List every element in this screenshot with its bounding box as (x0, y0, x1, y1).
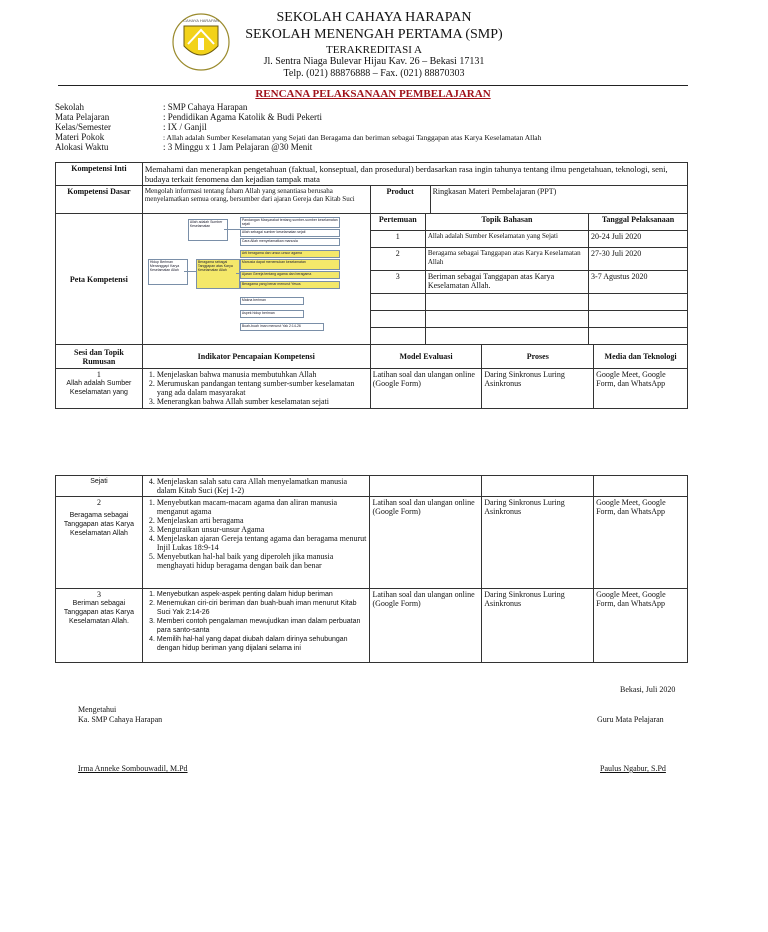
col-header-indicator: Indikator Pencapaian Kompetensi (142, 345, 370, 369)
identity-row: Alokasi Waktu : 3 Minggu x 1 Jam Pelajaran @30 Menit (55, 142, 313, 152)
session-cell: 3 Beriman sebagai Tanggapan atas Karya Keselamatan Allah. (56, 589, 143, 663)
map-node: Makna beriman (240, 297, 304, 305)
col-header-process: Proses (482, 345, 594, 369)
competency-map (142, 214, 370, 345)
logo-text: CAHAYA HARAPAN (183, 18, 219, 23)
rpp-table (55, 162, 688, 409)
map-node: Ajaran Gereja tentang agama dan beragama (240, 271, 340, 279)
process-cell: Daring Sinkronus Luring Asinkronus (482, 497, 594, 589)
process-cell (482, 476, 594, 497)
media-cell: Google Meet, Google Form, dan WhatsApp (594, 369, 688, 409)
head-title: Ka. SMP Cahaya Harapan (78, 715, 163, 724)
indicator-item: 3. Memberi contoh pengalaman mewujudkan iman dalam perbuatan para santo-santa (157, 617, 368, 635)
document-title: RENCANA PELAKSANAAN PEMBELAJARAN (255, 88, 491, 100)
approval-label: Mengetahui (78, 705, 117, 714)
teacher-name: Paulus Ngabur, S.Pd (600, 764, 666, 773)
indicator-item: 1. Menyebutkan aspek-aspek penting dalam hidup beriman (157, 590, 368, 599)
schedule-cell: 3 (371, 271, 426, 294)
product-text: Ringkasan Materi Pembelajaran (PPT) (430, 186, 687, 214)
school-logo (170, 12, 232, 72)
indicator-item: 1. Menjelaskan bahwa manusia membutuhkan Allah (157, 370, 368, 379)
school-name: SEKOLAH CAHAYA HARAPAN (276, 10, 472, 25)
school-phone: Telp. (021) 88876888 – Fax. (021) 88870303 (283, 68, 465, 79)
indicator-item: 3. Menerangkan bahwa Allah sumber keselamatan sejati (157, 397, 368, 406)
schedule-cell (589, 294, 687, 311)
place-date: Bekasi, Juli 2020 (620, 685, 676, 694)
schedule-cell (371, 294, 426, 311)
map-node: Buah-buah iman menurut Yak 2:14-26 (240, 323, 324, 331)
schedule-cell: 27-30 Juli 2020 (589, 248, 687, 271)
schedule-cell (425, 294, 588, 311)
process-cell: Daring Sinkronus Luring Asinkronus (482, 589, 594, 663)
competency-map-diagram (144, 215, 340, 337)
map-node: Pandangan Masyarakat tentang sumber-sumber keselamatan sejati (240, 217, 340, 228)
product-label: Product (370, 186, 430, 214)
indicator-item: 4. Menjelaskan ajaran Gereja tentang agama dan beragama menurut Injil Lukas 18:9-14 (157, 534, 368, 552)
indicator-item: 1. Menyebutkan macam-macam agama dan aliran manusia menganut agama (157, 498, 368, 516)
kd-text: Mengolah informasi tentang faham Allah yang senantiasa berusaha menyelamatkan semua orang, bersumber dari ajaran Gereja dan Kitab Suci (142, 186, 370, 214)
accreditation: TERAKREDITASI A (326, 44, 422, 56)
map-node: Manusia dapat menemukan keselamatan (240, 259, 340, 270)
map-node: Beragama yang benar menurut Yesus (240, 281, 340, 289)
schedule-cell: Allah adalah Sumber Keselamatan yang Sejati (425, 231, 588, 248)
schedule-table (371, 214, 687, 344)
rpp-table-continued (55, 475, 688, 663)
school-address: Jl. Sentra Niaga Bulevar Hijau Kav. 26 – Bekasi 17131 (263, 56, 485, 67)
map-node: Beragama sebagai Tanggapan atas Karya Keselamatan Allah (196, 259, 240, 289)
schedule-header: Topik Bahasan (425, 214, 588, 231)
identity-row: Kelas/Semester : IX / Ganjil (55, 122, 207, 132)
indicator-item: 4. Memilih hal-hal yang dapat diubah dalam dirinya sehubungan dengan hidup beriman yang dijalani selama ini (157, 635, 368, 653)
eval-cell: Latihan soal dan ulangan online (Google Form) (370, 369, 482, 409)
media-cell: Google Meet, Google Form, dan WhatsApp (594, 589, 688, 663)
map-node: Cara Allah menyelamatkan manusia (240, 238, 340, 246)
session-cell: Sejati (56, 476, 143, 497)
col-header-session: Sesi dan Topik Rumusan (56, 345, 143, 369)
indicator-item: 4. Menjelaskan salah satu cara Allah menyelamatkan manusia dalam Kitab Suci (Kej 1-2) (157, 477, 368, 495)
indicator-item: 5. Menyebutkan hal-hal baik yang diperoleh jika manusia menghayati hidup beragama dengan baik dan benar (157, 552, 368, 570)
ki-text: Memahami dan menerapkan pengetahuan (faktual, konseptual, dan prosedural) berdasarkan rasa ingin tahunya tentang ilmu pengetahuan, teknologi, seni, budaya terkait fenomena dan kejadian tampak mata (142, 163, 687, 186)
school-level: SEKOLAH MENENGAH PERTAMA (SMP) (245, 27, 503, 42)
map-node: Allah adalah Sumber Keselamatan (188, 219, 228, 241)
schedule-cell: 1 (371, 231, 426, 248)
schedule-cell (425, 311, 588, 328)
eval-cell: Latihan soal dan ulangan online (Google Form) (370, 497, 482, 589)
head-name: Irma Anneke Sombouwadil, M.Pd (78, 764, 188, 773)
peta-label: Peta Kompetensi (56, 214, 143, 345)
schedule-cell (371, 328, 426, 345)
session-cell: 2 Beragama sebagai Tanggapan atas Karya Keselamatan Allah (56, 497, 143, 589)
schedule-header: Pertemuan (371, 214, 426, 231)
indicator-list (142, 369, 370, 409)
process-cell: Daring Sinkronus Luring Asinkronus (482, 369, 594, 409)
identity-row: Materi Pokok : Allah adalah Sumber Keselamatan yang Sejati dan Beragama dan beriman sebagai Tanggapan atas Karya Keselamatan Allah (55, 132, 542, 142)
indicator-item: 3. Menguraikan unsur-unsur Agama (157, 525, 368, 534)
indicator-item: 2. Menjelaskan arti beragama (157, 516, 368, 525)
schedule-cell (589, 328, 687, 345)
kd-label: Kompetensi Dasar (56, 186, 143, 214)
schedule-cell: 3-7 Agustus 2020 (589, 271, 687, 294)
indicator-item: 2. Merumuskan pandangan tentang sumber-sumber keselamatan yang ada dalam masyarakat (157, 379, 368, 397)
col-header-evaluation: Model Evaluasi (370, 345, 482, 369)
indicator-list (142, 497, 370, 589)
schedule-cell (425, 328, 588, 345)
map-node: Hidup Beriman Menanggapi Karya Keselamatan Allah (148, 259, 188, 285)
session-cell: 1 Allah adalah Sumber Keselamatan yang (56, 369, 143, 409)
indicator-list (142, 589, 370, 663)
identity-row: Sekolah : SMP Cahaya Harapan (55, 102, 248, 112)
map-connector (224, 229, 240, 230)
schedule-cell (589, 311, 687, 328)
identity-row: Mata Pelajaran : Pendidikan Agama Katolik & Budi Pekerti (55, 112, 322, 122)
schedule-header: Tanggal Pelaksanaan (589, 214, 687, 231)
schedule-cell: Beragama sebagai Tanggapan atas Karya Keselamatan Allah (425, 248, 588, 271)
indicator-list (142, 476, 370, 497)
header-divider (58, 85, 688, 86)
map-node: Allah sebagai sumber keselamatan sejati (240, 229, 340, 237)
ki-label: Kompetensi Inti (56, 163, 143, 186)
schedule-cell: Beriman sebagai Tanggapan atas Karya Keselamatan Allah. (425, 271, 588, 294)
schedule-cell (371, 311, 426, 328)
map-connector (184, 271, 196, 272)
schedule-cell: 20-24 Juli 2020 (589, 231, 687, 248)
media-cell: Google Meet, Google Form, dan WhatsApp (594, 497, 688, 589)
map-node: Aspek hidup beriman (240, 310, 304, 318)
teacher-title: Guru Mata Pelajaran (597, 715, 664, 724)
schedule-cell: 2 (371, 248, 426, 271)
media-cell (594, 476, 688, 497)
indicator-item: 2. Menemukan ciri-ciri beriman dan buah-buah iman menurut Kitab Suci Yak 2:14-26 (157, 599, 368, 617)
eval-cell: Latihan soal dan ulangan online (Google Form) (370, 589, 482, 663)
col-header-media: Media dan Teknologi (594, 345, 688, 369)
map-node: Arti beragama dan unsur-unsur agama (240, 250, 340, 258)
eval-cell (370, 476, 482, 497)
